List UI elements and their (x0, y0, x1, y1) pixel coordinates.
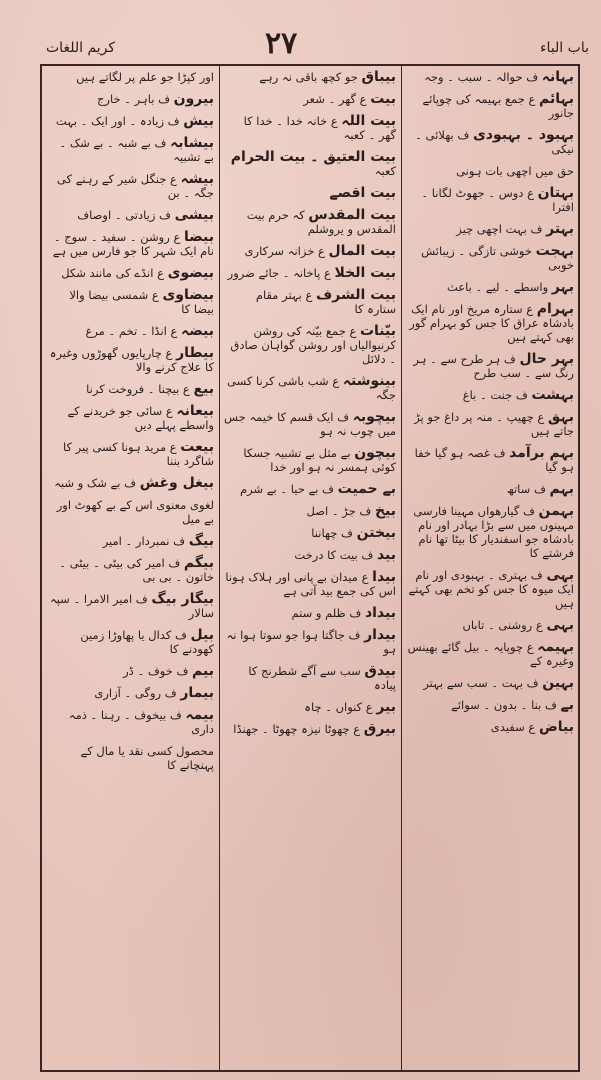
entry-gloss: ف روگی ۔ آزاری (94, 686, 177, 700)
dictionary-entry: بیگ ‏ف نمبردار ۔ امیر (102, 533, 214, 549)
entry-gloss: ف بنا ۔ بدون ۔ سوائے (451, 698, 557, 712)
entry-gloss: ع گھر ۔ شعر (303, 92, 367, 106)
entry-headword: بیمہ (185, 707, 214, 723)
dictionary-entry: بیر ‏ع کنواں ۔ چاہ (304, 699, 396, 715)
dictionary-entry: بیشابہ ‏ف بے شبہ ۔ بے شک ۔ بے تشبیہ (59, 135, 214, 164)
entry-headword: بیعانہ (176, 403, 214, 419)
entry-gloss: ف زیادہ ۔ اور ایک ۔ بہت (55, 114, 180, 128)
dictionary-entry: بہائم ‏ع جمع بہیمہ کی چوپائے جانور (422, 91, 574, 120)
entry-gloss: ف ہر طرح سے ۔ ہر رنگ سے ۔ سب طرح (413, 352, 574, 380)
entry-gloss: ع سفیدی (490, 720, 536, 734)
entry-gloss: اور کپڑا جو علم پر لگاتے ہیں (76, 70, 214, 84)
entry-headword: بہیمہ (537, 639, 574, 655)
dictionary-entry: بیچوبہ ‏ف ایک قسم کا خیمہ جس میں چوب نہ ہو (224, 409, 396, 438)
dictionary-entry (48, 70, 214, 84)
dictionary-entry: بینوشتہ ‏ع شب باشی کرنا کسی جگہ (227, 373, 396, 402)
entry-gloss: ف بیت کا درخت (294, 548, 374, 562)
dictionary-entry: بیت المال ‏ع خزانہ سرکاری (244, 243, 396, 259)
entry-headword: بہق (547, 409, 574, 425)
entry-headword: بیر (376, 699, 396, 715)
column-left (44, 70, 218, 1070)
entry-headword: بیت العتیق ۔ بیت الحرام (230, 149, 396, 165)
entry-headword: بہرام (536, 301, 574, 317)
entry-gloss: ف ایک قسم کا خیمہ جس میں چوب نہ ہو (224, 410, 396, 438)
entry-headword: بیت المال (328, 243, 396, 259)
dictionary-entry (406, 164, 574, 178)
dictionary-entry: بیچون ‏بے مثل بے تشبیہ جسکا کوئی ہمسر نہ ہو اور خدا (243, 445, 396, 474)
dictionary-entry: بیت الشرف ‏ع بہتر مقام ستارہ کا (255, 287, 396, 316)
entry-gloss: کعبہ (374, 164, 396, 178)
entry-gloss: ع شب باشی کرنا کسی جگہ (227, 374, 396, 402)
entry-headword: بیغل وغش (139, 475, 214, 491)
entry-headword: بہر (551, 279, 574, 295)
dictionary-entry: بہرام ‏ع ستارہ مریخ اور نام ایک بادشاہ عراق کا جس کو بہرام گور بھی کہتے ہیں (409, 301, 574, 344)
entry-gloss: ع مرید ہونا کسی پیر کا شاگرد بننا (63, 440, 214, 468)
dictionary-entry: بیغل وغش ‏ف بے شک و شبہ (54, 475, 214, 491)
header-book-title: کریم اللغات (46, 40, 116, 56)
dictionary-entry: بہبود ۔ بہبودی ‏ف بھلائی ۔ نیکی (415, 127, 574, 156)
entry-headword: بینوشتہ (342, 373, 396, 389)
dictionary-entry: بہین ‏ف بہت ۔ سب سے بہتر (423, 675, 574, 691)
entry-gloss: ع میدان بے پانی اور ہلاک ہونا اس کی جمع بید آتی ہے (225, 570, 396, 598)
entry-headword: بہر حال (519, 351, 574, 367)
entry-gloss: ف نمبردار ۔ امیر (102, 534, 186, 548)
dictionary-entry: بیگم ‏ف امیر کی بیٹی ۔ بیٹی ۔ خاتون ۔ بی بی (59, 555, 214, 584)
entry-gloss: ع خزانہ سرکاری (244, 244, 325, 258)
entry-headword: بیچوبہ (352, 409, 396, 425)
dictionary-entry: بید ‏ف بیت کا درخت (294, 547, 396, 563)
entry-gloss: ف جنت ۔ باغ (462, 388, 528, 402)
dictionary-entry: بہمن ‏ف گیارھواں مہینا فارسی مہینوں میں سے بڑا بہادر اور نام بادشاہ جو اسفندیار کا بیٹا تھا نام فرشتے کا (413, 503, 574, 560)
entry-headword: بیّنات (359, 323, 396, 339)
entry-headword: بیت الشرف (316, 287, 396, 303)
entry-headword: بہی (546, 617, 574, 633)
entry-gloss: ف گیارھواں مہینا فارسی مہینوں میں سے بڑا بہادر اور نام بادشاہ جو اسفندیار کا بیٹا تھا نام فرشتے کا (413, 504, 574, 560)
dictionary-entry: بہی ‏ع روشنی ۔ تاباں (462, 617, 574, 633)
entry-gloss: ع پاخانہ ۔ جائے ضرور (227, 266, 331, 280)
entry-headword: بیضوی (167, 265, 214, 281)
dictionary-entry: بہانہ ‏ف حوالہ ۔ سبب ۔ وجہ (424, 70, 574, 85)
entry-headword: بیت (370, 91, 396, 107)
entry-gloss: محصول کسی نقد یا مال کے پہنچانے کا (80, 744, 214, 772)
entry-headword: بیگ (188, 533, 214, 549)
entry-gloss: ع جمع بہیمہ کی چوپائے جانور (422, 92, 574, 120)
entry-headword: بہشت (531, 387, 574, 403)
dictionary-entry: بیع ‏ع بیچنا ۔ فروخت کرنا (86, 381, 214, 397)
entry-gloss: ع روشن ۔ سفید ۔ سوج ۔ نام ایک شہر کا جو فارس میں ہے (52, 230, 214, 258)
dictionary-entry: بیت اللہ ‏ع خانہ خدا ۔ خدا کا گھر ۔ کعبہ (243, 113, 396, 142)
entry-headword: بیختن (356, 525, 396, 541)
dictionary-entry: بہیمہ ‏ع چوپایہ ۔ بیل گائے بھینس وغیرہ کے (407, 639, 574, 668)
entry-gloss: ع چارپایوں گھوڑوں وغیرہ کا علاج کرنے والا (49, 346, 214, 374)
entry-gloss: ف جڑ ۔ اصل (306, 504, 372, 518)
entry-gloss: ع خانہ خدا ۔ خدا کا گھر ۔ کعبہ (243, 114, 396, 142)
dictionary-entry: بیضوی ‏ع انڈے کی مانند شکل (61, 265, 214, 281)
dictionary-entry: بیشہ ‏ع جنگل شیر کے رہنے کی جگہ ۔ بن (56, 171, 214, 200)
entry-gloss: ف جاگتا ہوا جو سوتا ہوا نہ ہو (226, 628, 396, 656)
entry-gloss: ف بہتری ۔ بہبودی اور نام ایک میوہ کا جس کو تخم بھی کہتے ہیں (408, 568, 574, 610)
entry-headword: بیضاوی (162, 287, 214, 303)
entry-gloss: ف بیخوف ۔ رہنا ۔ ذمہ داری (68, 708, 214, 736)
dictionary-entry: بیعت ‏ع مرید ہونا کسی پیر کا شاگرد بننا (63, 439, 214, 468)
dictionary-entry: بہم ‏ف ساتھ (506, 481, 574, 497)
entry-gloss: ف بے شک و شبہ (54, 476, 137, 490)
dictionary-entry: بہر ‏واسطے ۔ لیے ۔ باعث (446, 279, 574, 295)
entry-headword: بیعت (180, 439, 214, 455)
entry-gloss: ع کنواں ۔ چاہ (304, 700, 373, 714)
entry-gloss: ف بھلائی ۔ نیکی (415, 128, 574, 156)
entry-gloss: ع شمسی بیضا والا بیضا کا (69, 288, 214, 316)
entry-gloss: ف باہر ۔ خارج (96, 92, 170, 106)
entry-gloss: ع روشنی ۔ تاباں (462, 618, 543, 632)
entry-headword: بہین (542, 675, 574, 691)
entry-gloss: ف ساتھ (506, 482, 546, 496)
dictionary-entry: بیت ‏ع گھر ۔ شعر (303, 91, 396, 107)
entry-headword: بیضا (183, 229, 214, 245)
dictionary-entry: بہجت ‏خوشی تازگی ۔ زیبائش خوبی (421, 243, 574, 272)
dictionary-entry: بے حمیت ‏ف بے حیا ۔ بے شرم (239, 481, 396, 497)
dictionary-entry: بیختن ‏ف چھاننا (311, 525, 396, 541)
dictionary-entry: بیدا ‏ع میدان بے پانی اور ہلاک ہونا اس کی جمع بید آتی ہے (225, 569, 396, 598)
entry-headword: بیش (183, 113, 214, 129)
page-number: ۲۷ (265, 26, 298, 61)
entry-headword: بیت الخلا (334, 265, 396, 281)
entry-gloss: ف بہت اچھی چیز (456, 222, 543, 236)
entry-headword: بیاض (538, 719, 574, 735)
dictionary-entry: بیش ‏ف زیادہ ۔ اور ایک ۔ بہت (55, 113, 214, 129)
entry-gloss: ف ظلم و ستم (291, 606, 362, 620)
entry-headword: بیم (192, 663, 214, 679)
entry-gloss: ع ستارہ مریخ اور نام ایک بادشاہ عراق کا جس کو بہرام گور بھی کہتے ہیں (409, 302, 574, 344)
dictionary-entry: بیت الخلا ‏ع پاخانہ ۔ جائے ضرور (227, 265, 396, 281)
entry-gloss: ع چوپایہ ۔ بیل گائے بھینس وغیرہ کے (407, 640, 574, 668)
dictionary-entry (48, 498, 214, 526)
entry-headword: بہتر (546, 221, 574, 237)
dictionary-entry: بہتر ‏ف بہت اچھی چیز (456, 221, 574, 237)
entry-gloss: ف بہت ۔ سب سے بہتر (423, 676, 539, 690)
dictionary-entry: بیم ‏ف خوف ۔ ڈر (123, 663, 214, 679)
dictionary-entry (224, 150, 396, 178)
entry-gloss: ف امیر کی بیٹی ۔ بیٹی ۔ خاتون ۔ بی بی (59, 556, 214, 584)
entry-gloss: ف غصہ ہو گیا خفا ہو گیا (414, 446, 574, 474)
entry-gloss: ع سائی جو خریدنے کے واسطے پہلے دیں (67, 404, 214, 432)
dictionary-entry: بے ‏ف بنا ۔ بدون ۔ سوائے (451, 697, 574, 713)
dictionary-entry: بیگار بیگ ‏ف امیر الامرا ۔ سپہ سالار (49, 591, 214, 620)
entry-headword: بیرون (173, 91, 214, 107)
entry-gloss: ع چھوٹا نیزہ چھوٹا ۔ جھنڈا (233, 722, 361, 736)
entry-gloss: ع انڈا ۔ تخم ۔ مرغ (85, 324, 178, 338)
entry-gloss: ف خوف ۔ ڈر (123, 664, 189, 678)
entry-headword: بیمار (180, 685, 214, 701)
entry-gloss: ف امیر الامرا ۔ سپہ سالار (49, 592, 214, 620)
entry-headword: بہتان (537, 185, 574, 201)
dictionary-entry (48, 744, 214, 772)
entry-headword: بیدار (364, 627, 396, 643)
entry-gloss: ف حوالہ ۔ سبب ۔ وجہ (424, 70, 539, 84)
entry-gloss: ع بہتر مقام ستارہ کا (255, 288, 396, 316)
dictionary-entry: بیضا ‏ع روشن ۔ سفید ۔ سوج ۔ نام ایک شہر کا جو فارس میں ہے (52, 229, 214, 258)
dictionary-entry: بیضاوی ‏ع شمسی بیضا والا بیضا کا (69, 287, 214, 316)
entry-headword: بیخ (374, 503, 396, 519)
dictionary-entry: بہی ‏ف بہتری ۔ بہبودی اور نام ایک میوہ کا جس کو تخم بھی کہتے ہیں (408, 567, 574, 610)
entry-gloss: ع دوس ۔ جھوٹ لگانا ۔ افترا (421, 186, 574, 214)
entry-headword: بیطار (176, 345, 214, 361)
dictionary-entry: بہتان ‏ع دوس ۔ جھوٹ لگانا ۔ افترا (421, 185, 574, 214)
entry-headword: بیدق (364, 663, 396, 679)
entry-gloss: ف بے شبہ ۔ بے شک ۔ بے تشبیہ (59, 136, 214, 164)
dictionary-entry: بیعانہ ‏ع سائی جو خریدنے کے واسطے پہلے دیں (67, 403, 214, 432)
entry-headword: بیباق (361, 70, 396, 85)
entry-headword: بے (560, 697, 574, 713)
entry-gloss: سب سے آگے شطرنج کا پیادہ (248, 664, 396, 692)
entry-gloss: ع انڈے کی مانند شکل (61, 266, 164, 280)
entry-headword: بہبود ۔ بہبودی (472, 127, 574, 143)
entry-headword: بید (376, 547, 396, 563)
entry-headword: بیشہ (180, 171, 214, 187)
entry-gloss: ف بے حیا ۔ بے شرم (239, 482, 334, 496)
entry-headword: بہانہ (541, 70, 574, 85)
dictionary-entry: بہشت ‏ف جنت ۔ باغ (462, 387, 574, 403)
entry-gloss: ف زیادتی ۔ اوصاف (77, 208, 171, 222)
header-section-title: باب الباء (539, 40, 589, 56)
entry-gloss: خوشی تازگی ۔ زیبائش خوبی (421, 244, 574, 272)
entry-headword: بیچون (354, 445, 396, 461)
entry-gloss: ف چھاننا (311, 526, 353, 540)
dictionary-entry: بیاض ‏ع سفیدی (490, 719, 574, 735)
entry-headword: بہائم (539, 91, 574, 107)
dictionary-entry: بیمار ‏ف روگی ۔ آزاری (94, 685, 214, 701)
entry-headword: بیرق (363, 721, 396, 737)
dictionary-entry: بیباق ‏جو کچھ باقی نہ رہے (259, 70, 396, 85)
entry-headword: بہمن (538, 503, 574, 519)
entry-headword: بہی (546, 567, 574, 583)
dictionary-entry: بہق ‏ع چھیپ ۔ منہ پر داغ جو پڑ جاتے ہیں (414, 409, 574, 438)
entry-headword: بیل (190, 627, 214, 643)
entry-headword: بہجت (535, 243, 574, 259)
entry-gloss: ع چھیپ ۔ منہ پر داغ جو پڑ جاتے ہیں (414, 410, 574, 438)
dictionary-entry: بیرون ‏ف باہر ۔ خارج (96, 91, 214, 107)
dictionary-entry: بیل ‏ف کدال یا پھاوڑا زمین کھودنے کا (80, 627, 214, 656)
entry-headword: بیت اللہ (341, 113, 396, 129)
dictionary-entry: بیت اقصے ‏ (325, 185, 396, 201)
entry-headword: بیت اقصے (329, 185, 396, 201)
dictionary-entry: بہر حال ‏ف ہر طرح سے ۔ ہر رنگ سے ۔ سب طرح (413, 351, 574, 380)
dictionary-entry: بیرق ‏ع چھوٹا نیزہ چھوٹا ۔ جھنڈا (233, 721, 396, 737)
entry-headword: بیدا (372, 569, 396, 585)
entry-headword: بہم (549, 481, 574, 497)
dictionary-entry: بیّنات ‏ع جمع بیّنہ کی روشن کرنیوالیاں اور روشن گواہان صادق ۔ دلائل (230, 323, 396, 366)
entry-gloss: واسطے ۔ لیے ۔ باعث (446, 280, 549, 294)
entry-headword: بیداد (364, 605, 396, 621)
entry-headword: بیشی (174, 207, 214, 223)
entry-gloss: ع بیچنا ۔ فروخت کرنا (86, 382, 190, 396)
entry-headword: بے حمیت (337, 481, 396, 497)
entry-gloss: جو کچھ باقی نہ رہے (259, 70, 358, 84)
dictionary-entry: بیضہ ‏ع انڈا ۔ تخم ۔ مرغ (85, 323, 214, 339)
entry-gloss: ف کدال یا پھاوڑا زمین کھودنے کا (80, 628, 214, 656)
entry-gloss: کہ حرم بیت المقدس و یروشلم (246, 208, 396, 236)
entry-headword: بہم برآمد (509, 445, 574, 461)
dictionary-entry: بیشی ‏ف زیادتی ۔ اوصاف (77, 207, 214, 223)
column-right (402, 70, 578, 1070)
entry-headword: بیگم (183, 555, 214, 571)
entry-gloss: حق میں اچھی بات ہونی (456, 164, 574, 178)
entry-headword: بیت المقدس (308, 207, 396, 223)
entry-headword: بیع (193, 381, 214, 397)
dictionary-entry: بیدار ‏ف جاگتا ہوا جو سوتا ہوا نہ ہو (226, 627, 396, 656)
entry-headword: بیگار بیگ (151, 591, 214, 607)
entry-headword: بیشابہ (170, 135, 214, 151)
entry-gloss: ع جمع بیّنہ کی روشن کرنیوالیاں اور روشن گواہان صادق ۔ دلائل (230, 324, 396, 366)
dictionary-entry: بیمہ ‏ف بیخوف ۔ رہنا ۔ ذمہ داری (68, 707, 214, 736)
dictionary-entry: بیدق ‏سب سے آگے شطرنج کا پیادہ (248, 663, 396, 692)
dictionary-entry: بیطار ‏ع چارپایوں گھوڑوں وغیرہ کا علاج کرنے والا (49, 345, 214, 374)
dictionary-entry: بیت المقدس ‏کہ حرم بیت المقدس و یروشلم (246, 207, 396, 236)
dictionary-entry: بہم برآمد ‏ف غصہ ہو گیا خفا ہو گیا (414, 445, 574, 474)
entry-headword: بیضہ (181, 323, 214, 339)
entry-gloss: ع جنگل شیر کے رہنے کی جگہ ۔ بن (56, 172, 214, 200)
entry-gloss: بے مثل بے تشبیہ جسکا کوئی ہمسر نہ ہو اور خدا (243, 446, 396, 474)
column-middle (220, 70, 400, 1070)
dictionary-entry: بیخ ‏ف جڑ ۔ اصل (306, 503, 396, 519)
entry-gloss: لغوی معنوی اس کے بے کھوٹ اور بے میل (56, 498, 214, 526)
dictionary-entry: بیداد ‏ف ظلم و ستم (291, 605, 396, 621)
